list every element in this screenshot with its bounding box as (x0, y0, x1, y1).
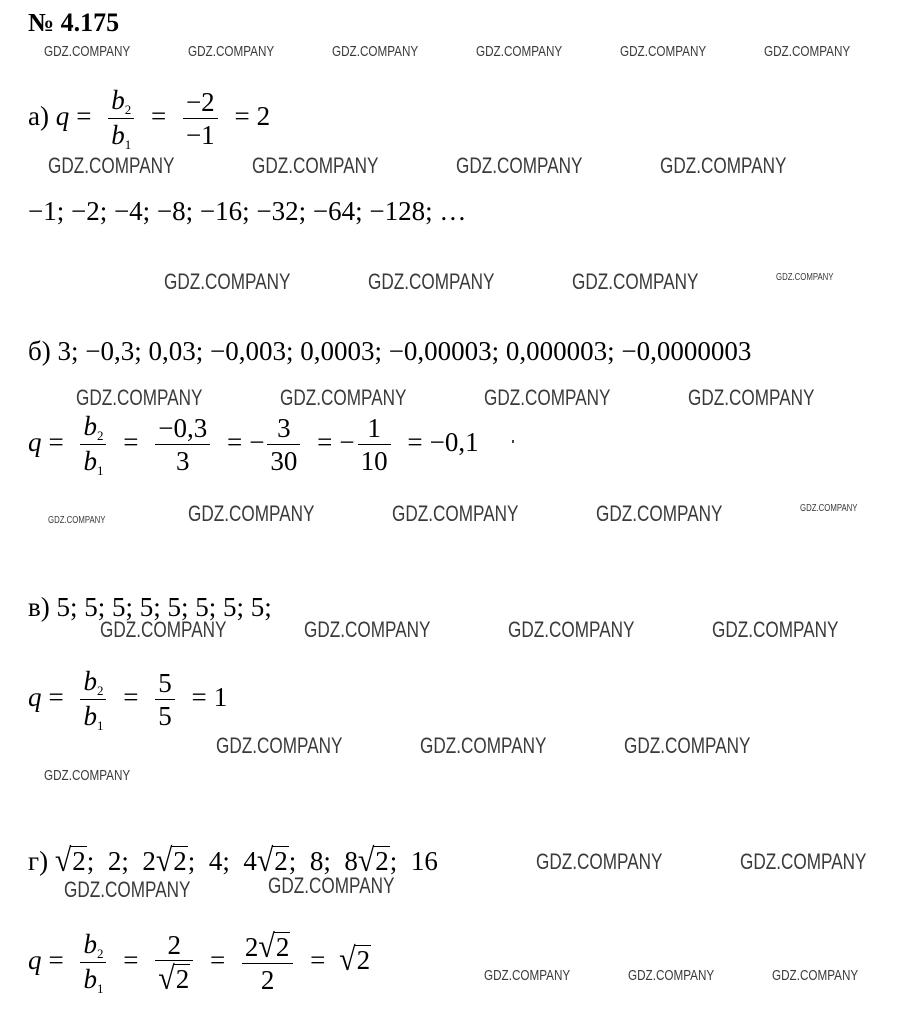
sequence-v: в) 5; 5; 5; 5; 5; 5; 5; 5; (28, 592, 272, 622)
watermark: GDZ.COMPANY (484, 967, 571, 984)
formula-v-ratio: q = $\frac{b_2}{b_1}$ = $\frac{5}{5}$ = 1 (28, 666, 228, 733)
watermark: GDZ.COMPANY (740, 849, 867, 874)
formula-a-ratio: а) q = $\frac{b_2}{b_1}$ = $\frac{-2}{-1}$ = 2 (28, 85, 271, 152)
watermark: GDZ.COMPANY (304, 617, 431, 642)
watermark: GDZ.COMPANY (164, 269, 291, 294)
sequence-g: г) √2; 2; 2√2; 4; 4√2; 8; 8√2; 16 (28, 842, 438, 879)
watermark: GDZ.COMPANY (44, 43, 131, 60)
watermark: GDZ.COMPANY (688, 385, 815, 410)
watermark: GDZ.COMPANY (776, 272, 834, 283)
watermark: GDZ.COMPANY (620, 43, 707, 60)
problem-number: № 4.175 (28, 8, 120, 37)
watermark: GDZ.COMPANY (392, 501, 519, 526)
watermark: GDZ.COMPANY (764, 43, 851, 60)
watermark: GDZ.COMPANY (368, 269, 495, 294)
watermark: GDZ.COMPANY (624, 733, 751, 758)
watermark: GDZ.COMPANY (628, 967, 715, 984)
sequence-b: б) 3; −0,3; 0,03; −0,003; 0,0003; −0,00003; 0,000003; −0,0000003 (28, 336, 752, 366)
watermark: GDZ.COMPANY (268, 873, 395, 898)
watermark: GDZ.COMPANY (476, 43, 563, 60)
watermark: GDZ.COMPANY (252, 153, 379, 178)
watermark: GDZ.COMPANY (48, 153, 175, 178)
watermark: GDZ.COMPANY (800, 503, 858, 514)
watermark: GDZ.COMPANY (456, 153, 583, 178)
watermark: GDZ.COMPANY (100, 617, 227, 642)
watermark: GDZ.COMPANY (712, 617, 839, 642)
watermark: GDZ.COMPANY (484, 385, 611, 410)
watermark: GDZ.COMPANY (660, 153, 787, 178)
watermark: GDZ.COMPANY (420, 733, 547, 758)
watermark: GDZ.COMPANY (216, 733, 343, 758)
watermark: GDZ.COMPANY (280, 385, 407, 410)
watermark: GDZ.COMPANY (44, 767, 131, 784)
formula-b-ratio: q = $\frac{b_2}{b_1}$ = $\frac{-0,3}{3}$ = − $\frac{3}{30}$ = − $\frac{1}{10}$ = −0,1 (28, 411, 479, 478)
watermark: GDZ.COMPANY (76, 385, 203, 410)
watermark: GDZ.COMPANY (536, 849, 663, 874)
watermark: GDZ.COMPANY (48, 515, 106, 526)
formula-g-ratio: q = $\frac{b_2}{b_1}$ = $\frac{2}{√2}$ = $\frac{2√2}{2}$ = √2 (28, 928, 371, 997)
watermark: GDZ.COMPANY (508, 617, 635, 642)
watermark: GDZ.COMPANY (64, 877, 191, 902)
watermark: GDZ.COMPANY (188, 501, 315, 526)
watermark: GDZ.COMPANY (332, 43, 419, 60)
stray-dot (512, 440, 514, 443)
sequence-a: −1; −2; −4; −8; −16; −32; −64; −128; … (28, 196, 467, 226)
watermark: GDZ.COMPANY (188, 43, 275, 60)
watermark: GDZ.COMPANY (772, 967, 859, 984)
watermark: GDZ.COMPANY (596, 501, 723, 526)
watermark: GDZ.COMPANY (572, 269, 699, 294)
